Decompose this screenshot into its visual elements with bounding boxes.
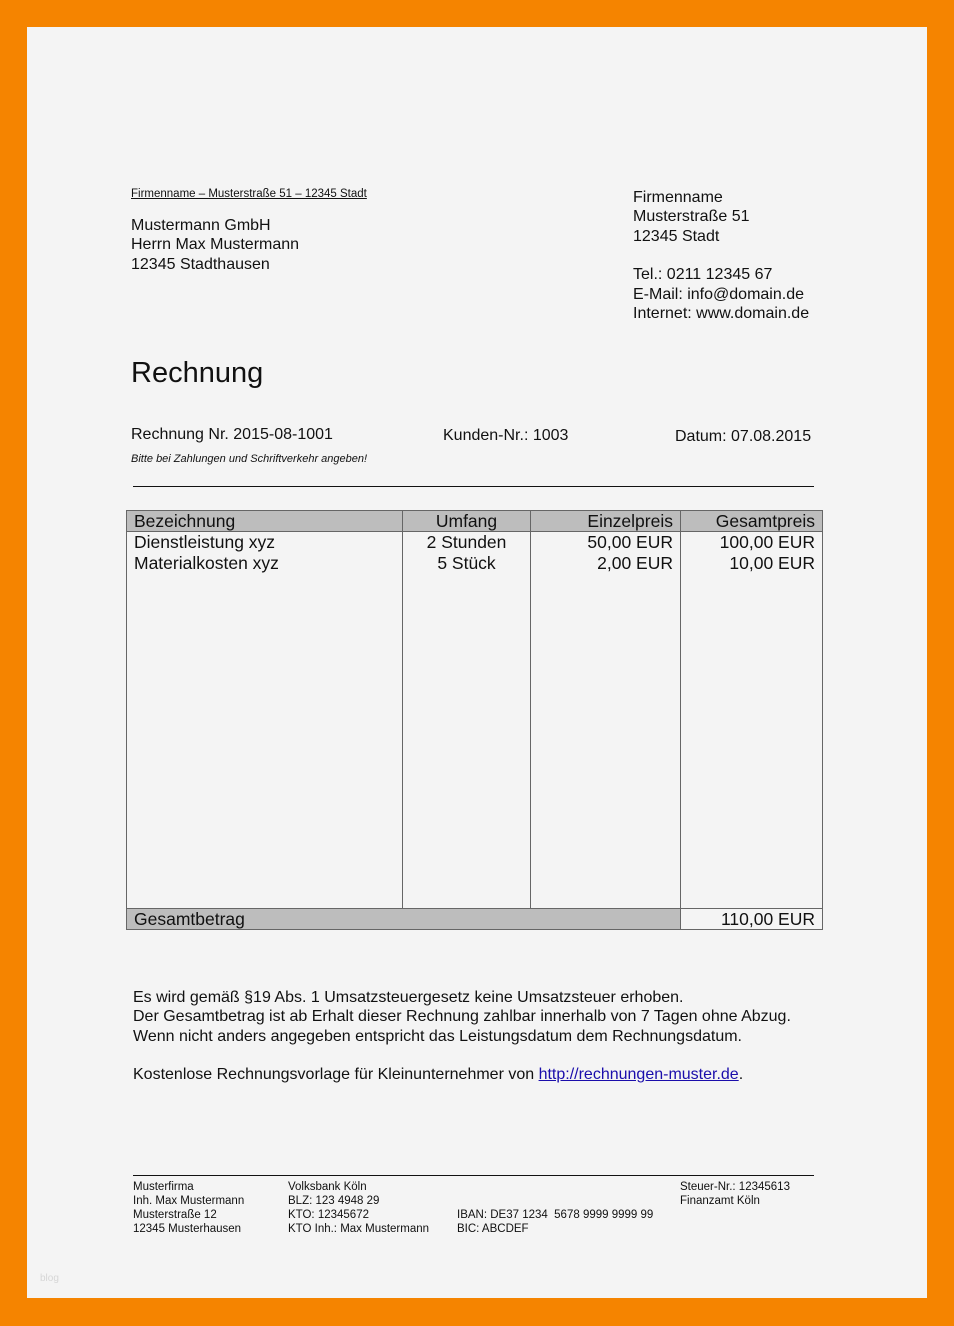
header-cell: Gesamtpreis [681, 511, 823, 532]
invoice-date: Datum: 07.08.2015 [675, 428, 812, 445]
total-row [127, 909, 823, 930]
header-cell: Einzelpreis [531, 511, 681, 532]
terms-text: Es wird gemäß §19 Abs. 1 Umsatzsteuergesetz keine Umsatzsteuer erhoben. Der Gesamtbetrag ist ab Erhalt dieser Rechnung zahlbar innerhalb von 7 Tagen ohne Abzug. Wenn nicht anders angegeben entspricht das Leistungsdatum dem Rechnungsdatum. Kostenlose Rechnungsvorlage für Kleinunternehmer von http://rechnungen-muster.de. [133, 989, 791, 1084]
table-row: Materialkosten xyz 5 Stück 2,00 EUR 10,00 EUR [127, 553, 823, 574]
invoice-page [27, 27, 927, 1298]
footer-divider [133, 1175, 814, 1176]
items-table [126, 510, 823, 930]
company-line: Firmenname [633, 189, 723, 206]
table-header [127, 511, 823, 532]
contact-line: E-Mail: info@domain.de [633, 285, 804, 303]
sender-line: Firmenname – Musterstraße 51 – 12345 Stadt [131, 188, 367, 200]
watermark: blog [40, 1273, 59, 1284]
footer-col-bank: Volksbank Köln BLZ: 123 4948 29 KTO: 12345672 KTO Inh.: Max Mustermann [288, 1181, 430, 1235]
table-row: Dienstleistung xyz 2 Stunden 50,00 EUR 100,00 EUR [127, 532, 823, 553]
promo-line: Kostenlose Rechnungsvorlage für Kleinunternehmer von http://rechnungen-muster.de. [133, 1066, 744, 1084]
contact-line: Tel.: 0211 12345 67 [633, 266, 773, 284]
header-cell: Umfang [403, 511, 531, 532]
total-value: 110,00 EUR [681, 909, 823, 930]
header-cell: Bezeichnung [127, 511, 403, 532]
footer-col-tax: Steuer-Nr.: 12345613 Finanzamt Köln [680, 1181, 790, 1207]
recipient-address [131, 216, 299, 274]
customer-number: Kunden-Nr.: 1003 [443, 427, 569, 444]
company-line: Musterstraße 51 [633, 208, 750, 226]
recipient-line: 12345 Stadthausen [131, 255, 270, 273]
invoice-number: Rechnung Nr. 2015-08-1001 [131, 426, 333, 443]
company-address [633, 188, 809, 323]
footer-col-company: Musterfirma Inh. Max Mustermann Musterstraße 12 12345 Musterhausen [133, 1181, 245, 1235]
contact-line: Internet: www.domain.de [633, 305, 810, 323]
company-line: 12345 Stadt [633, 227, 720, 245]
footer-col-iban: IBAN: DE37 1234 5678 9999 9999 99 BIC: ABCDEF [457, 1209, 654, 1235]
recipient-line: Herrn Max Mustermann [131, 236, 300, 254]
page-title: Rechnung [131, 357, 264, 389]
promo-link[interactable]: http://rechnungen-muster.de [538, 1066, 739, 1084]
reference-note: Bitte bei Zahlungen und Schriftverkehr angeben! [131, 453, 368, 465]
divider [133, 486, 814, 487]
recipient-line: Mustermann GmbH [131, 217, 271, 234]
table-spacer [127, 574, 823, 909]
total-label: Gesamtbetrag [127, 909, 403, 930]
